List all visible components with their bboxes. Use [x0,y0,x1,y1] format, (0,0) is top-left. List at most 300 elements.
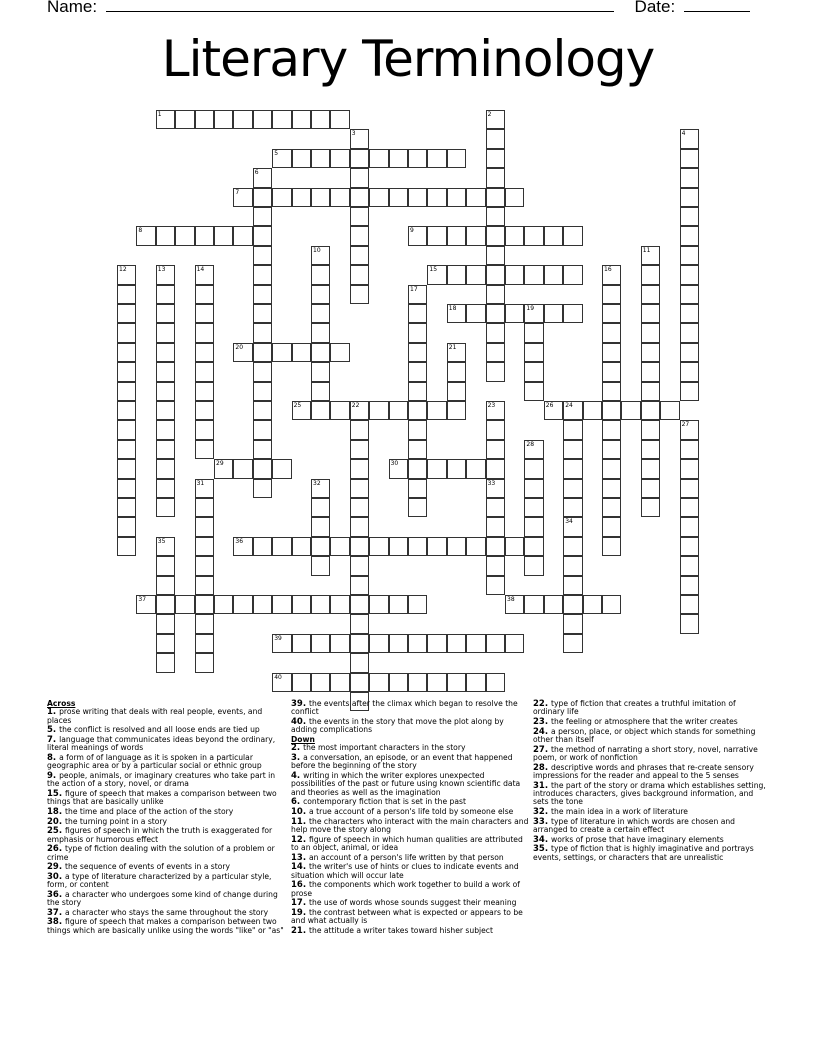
crossword-cell[interactable] [466,265,485,284]
crossword-cell[interactable] [195,265,214,284]
crossword-cell[interactable] [427,401,446,420]
crossword-cell[interactable] [680,323,699,342]
crossword-cell[interactable] [505,304,524,323]
crossword-cell[interactable] [544,401,563,420]
crossword-cell[interactable] [389,537,408,556]
crossword-cell[interactable] [544,304,563,323]
crossword-cell[interactable] [602,285,621,304]
crossword-cell[interactable] [486,304,505,323]
crossword-cell[interactable] [680,265,699,284]
crossword-cell[interactable] [350,207,369,226]
crossword-cell[interactable] [408,440,427,459]
crossword-cell[interactable] [117,362,136,381]
crossword-cell[interactable] [311,498,330,517]
crossword-cell[interactable] [486,188,505,207]
crossword-cell[interactable] [563,226,582,245]
crossword-cell[interactable] [253,343,272,362]
crossword-cell[interactable] [117,285,136,304]
crossword-cell[interactable] [350,188,369,207]
crossword-cell[interactable] [602,537,621,556]
crossword-cell[interactable] [136,595,155,614]
crossword-cell[interactable] [195,556,214,575]
crossword-cell[interactable] [389,149,408,168]
crossword-cell[interactable] [156,537,175,556]
crossword-cell[interactable] [641,401,660,420]
crossword-cell[interactable] [505,226,524,245]
crossword-cell[interactable] [486,285,505,304]
crossword-cell[interactable] [447,382,466,401]
crossword-cell[interactable] [602,265,621,284]
crossword-cell[interactable] [641,323,660,342]
crossword-cell[interactable] [369,401,388,420]
crossword-cell[interactable] [156,285,175,304]
crossword-cell[interactable] [641,440,660,459]
crossword-cell[interactable] [350,265,369,284]
crossword-cell[interactable] [233,343,252,362]
crossword-cell[interactable] [175,595,194,614]
crossword-cell[interactable] [563,634,582,653]
crossword-cell[interactable] [544,595,563,614]
crossword-cell[interactable] [486,129,505,148]
crossword-cell[interactable] [195,401,214,420]
crossword-cell[interactable] [583,401,602,420]
crossword-cell[interactable] [389,188,408,207]
crossword-cell[interactable] [524,479,543,498]
crossword-cell[interactable] [311,673,330,692]
crossword-cell[interactable] [311,634,330,653]
crossword-cell[interactable] [486,420,505,439]
crossword-cell[interactable] [602,323,621,342]
crossword-cell[interactable] [195,343,214,362]
crossword-cell[interactable] [350,479,369,498]
crossword-cell[interactable] [680,188,699,207]
crossword-cell[interactable] [272,634,291,653]
crossword-cell[interactable] [524,304,543,323]
crossword-cell[interactable] [214,110,233,129]
crossword-cell[interactable] [602,440,621,459]
crossword-cell[interactable] [524,440,543,459]
crossword-cell[interactable] [233,595,252,614]
crossword-cell[interactable] [350,653,369,672]
crossword-cell[interactable] [408,595,427,614]
crossword-cell[interactable] [408,673,427,692]
crossword-cell[interactable] [156,420,175,439]
crossword-cell[interactable] [195,382,214,401]
crossword-cell[interactable] [486,207,505,226]
crossword-cell[interactable] [563,401,582,420]
crossword-cell[interactable] [602,343,621,362]
crossword-cell[interactable] [427,537,446,556]
crossword-cell[interactable] [486,479,505,498]
crossword-cell[interactable] [350,440,369,459]
crossword-cell[interactable] [195,537,214,556]
crossword-cell[interactable] [195,498,214,517]
crossword-cell[interactable] [389,401,408,420]
crossword-cell[interactable] [602,479,621,498]
crossword-cell[interactable] [427,265,446,284]
crossword-cell[interactable] [350,168,369,187]
crossword-cell[interactable] [272,459,291,478]
crossword-cell[interactable] [117,420,136,439]
crossword-cell[interactable] [486,498,505,517]
crossword-cell[interactable] [447,362,466,381]
crossword-cell[interactable] [680,517,699,536]
crossword-cell[interactable] [253,304,272,323]
crossword-cell[interactable] [195,517,214,536]
crossword-cell[interactable] [195,110,214,129]
crossword-cell[interactable] [272,595,291,614]
crossword-cell[interactable] [680,304,699,323]
crossword-cell[interactable] [195,634,214,653]
crossword-cell[interactable] [602,304,621,323]
crossword-cell[interactable] [427,226,446,245]
crossword-cell[interactable] [311,556,330,575]
crossword-cell[interactable] [117,304,136,323]
crossword-cell[interactable] [117,517,136,536]
crossword-cell[interactable] [233,188,252,207]
crossword-cell[interactable] [680,479,699,498]
crossword-cell[interactable] [330,634,349,653]
crossword-cell[interactable] [680,459,699,478]
crossword-cell[interactable] [524,343,543,362]
crossword-cell[interactable] [253,479,272,498]
crossword-cell[interactable] [680,285,699,304]
crossword-cell[interactable] [117,265,136,284]
crossword-cell[interactable] [233,459,252,478]
crossword-cell[interactable] [680,498,699,517]
crossword-cell[interactable] [680,246,699,265]
crossword-cell[interactable] [253,226,272,245]
crossword-cell[interactable] [408,537,427,556]
crossword-cell[interactable] [350,556,369,575]
crossword-cell[interactable] [602,420,621,439]
crossword-cell[interactable] [466,459,485,478]
crossword-cell[interactable] [447,188,466,207]
crossword-cell[interactable] [214,595,233,614]
crossword-cell[interactable] [253,110,272,129]
crossword-cell[interactable] [408,304,427,323]
crossword-cell[interactable] [195,653,214,672]
crossword-cell[interactable] [408,323,427,342]
crossword-cell[interactable] [272,188,291,207]
crossword-cell[interactable] [156,304,175,323]
crossword-cell[interactable] [350,673,369,692]
crossword-cell[interactable] [466,188,485,207]
crossword-cell[interactable] [253,401,272,420]
crossword-cell[interactable] [292,673,311,692]
crossword-cell[interactable] [233,226,252,245]
crossword-cell[interactable] [311,323,330,342]
crossword-cell[interactable] [602,459,621,478]
crossword-cell[interactable] [680,382,699,401]
crossword-cell[interactable] [156,401,175,420]
crossword-cell[interactable] [369,149,388,168]
crossword-cell[interactable] [369,188,388,207]
crossword-cell[interactable] [621,401,640,420]
crossword-cell[interactable] [408,362,427,381]
crossword-cell[interactable] [408,479,427,498]
crossword-cell[interactable] [292,149,311,168]
crossword-cell[interactable] [641,498,660,517]
crossword-cell[interactable] [117,498,136,517]
crossword-cell[interactable] [524,498,543,517]
crossword-cell[interactable] [524,226,543,245]
crossword-cell[interactable] [641,285,660,304]
crossword-cell[interactable] [311,343,330,362]
crossword-cell[interactable] [292,188,311,207]
crossword-cell[interactable] [427,673,446,692]
crossword-cell[interactable] [447,265,466,284]
crossword-cell[interactable] [330,401,349,420]
crossword-cell[interactable] [486,440,505,459]
crossword-cell[interactable] [311,401,330,420]
crossword-cell[interactable] [563,304,582,323]
crossword-cell[interactable] [330,595,349,614]
crossword-cell[interactable] [330,188,349,207]
crossword-cell[interactable] [350,246,369,265]
crossword-cell[interactable] [350,459,369,478]
crossword-cell[interactable] [350,595,369,614]
crossword-cell[interactable] [214,226,233,245]
crossword-cell[interactable] [486,673,505,692]
crossword-cell[interactable] [524,537,543,556]
crossword-cell[interactable] [175,226,194,245]
crossword-cell[interactable] [350,614,369,633]
crossword-cell[interactable] [505,595,524,614]
crossword-cell[interactable] [408,634,427,653]
crossword-cell[interactable] [447,343,466,362]
crossword-cell[interactable] [486,401,505,420]
crossword-cell[interactable] [253,362,272,381]
crossword-cell[interactable] [680,149,699,168]
crossword-cell[interactable] [563,517,582,536]
crossword-cell[interactable] [563,265,582,284]
crossword-cell[interactable] [311,149,330,168]
crossword-cell[interactable] [330,343,349,362]
crossword-cell[interactable] [486,556,505,575]
crossword-cell[interactable] [466,634,485,653]
crossword-cell[interactable] [680,168,699,187]
crossword-cell[interactable] [408,420,427,439]
crossword-cell[interactable] [272,537,291,556]
crossword-cell[interactable] [602,595,621,614]
crossword-cell[interactable] [253,265,272,284]
crossword-cell[interactable] [292,110,311,129]
crossword-cell[interactable] [369,595,388,614]
crossword-cell[interactable] [253,382,272,401]
crossword-cell[interactable] [350,129,369,148]
crossword-cell[interactable] [641,459,660,478]
crossword-cell[interactable] [544,265,563,284]
crossword-cell[interactable] [311,479,330,498]
crossword-cell[interactable] [641,382,660,401]
crossword-cell[interactable] [563,556,582,575]
crossword-cell[interactable] [156,382,175,401]
crossword-cell[interactable] [272,149,291,168]
crossword-cell[interactable] [486,459,505,478]
crossword-cell[interactable] [641,420,660,439]
crossword-cell[interactable] [350,149,369,168]
crossword-cell[interactable] [253,207,272,226]
crossword-cell[interactable] [408,459,427,478]
crossword-cell[interactable] [156,265,175,284]
crossword-cell[interactable] [641,362,660,381]
crossword-cell[interactable] [350,634,369,653]
crossword-cell[interactable] [117,459,136,478]
crossword-cell[interactable] [272,343,291,362]
crossword-cell[interactable] [486,517,505,536]
crossword-cell[interactable] [447,304,466,323]
crossword-cell[interactable] [505,634,524,653]
crossword-cell[interactable] [330,537,349,556]
crossword-cell[interactable] [330,149,349,168]
crossword-cell[interactable] [253,440,272,459]
crossword-cell[interactable] [350,401,369,420]
crossword-cell[interactable] [680,362,699,381]
crossword-cell[interactable] [486,362,505,381]
crossword-cell[interactable] [311,382,330,401]
crossword-cell[interactable] [524,362,543,381]
crossword-cell[interactable] [330,673,349,692]
crossword-cell[interactable] [447,537,466,556]
crossword-cell[interactable] [408,498,427,517]
crossword-cell[interactable] [156,323,175,342]
crossword-cell[interactable] [156,634,175,653]
crossword-cell[interactable] [311,188,330,207]
crossword-cell[interactable] [272,673,291,692]
crossword-cell[interactable] [253,285,272,304]
crossword-cell[interactable] [680,614,699,633]
crossword-cell[interactable] [524,556,543,575]
crossword-cell[interactable] [602,517,621,536]
crossword-cell[interactable] [156,110,175,129]
crossword-cell[interactable] [292,595,311,614]
crossword-cell[interactable] [389,634,408,653]
crossword-cell[interactable] [680,537,699,556]
crossword-cell[interactable] [253,246,272,265]
crossword-cell[interactable] [253,459,272,478]
crossword-cell[interactable] [466,537,485,556]
crossword-cell[interactable] [486,168,505,187]
crossword-cell[interactable] [505,537,524,556]
crossword-cell[interactable] [486,576,505,595]
crossword-cell[interactable] [117,382,136,401]
crossword-cell[interactable] [350,517,369,536]
crossword-cell[interactable] [311,362,330,381]
crossword-cell[interactable] [524,595,543,614]
crossword-cell[interactable] [563,576,582,595]
crossword-cell[interactable] [195,226,214,245]
crossword-cell[interactable] [602,362,621,381]
crossword-cell[interactable] [524,323,543,342]
crossword-cell[interactable] [466,673,485,692]
crossword-cell[interactable] [156,576,175,595]
crossword-cell[interactable] [195,362,214,381]
crossword-cell[interactable] [136,226,155,245]
crossword-cell[interactable] [195,479,214,498]
crossword-cell[interactable] [505,265,524,284]
crossword-cell[interactable] [253,595,272,614]
crossword-cell[interactable] [292,401,311,420]
crossword-cell[interactable] [583,595,602,614]
crossword-cell[interactable] [563,459,582,478]
crossword-cell[interactable] [195,440,214,459]
crossword-cell[interactable] [253,323,272,342]
crossword-cell[interactable] [350,537,369,556]
crossword-cell[interactable] [350,576,369,595]
crossword-cell[interactable] [447,226,466,245]
crossword-cell[interactable] [156,479,175,498]
crossword-cell[interactable] [350,498,369,517]
crossword-cell[interactable] [156,343,175,362]
crossword-cell[interactable] [680,576,699,595]
crossword-cell[interactable] [680,129,699,148]
crossword-cell[interactable] [680,595,699,614]
crossword-cell[interactable] [524,459,543,478]
crossword-cell[interactable] [117,479,136,498]
crossword-cell[interactable] [117,323,136,342]
crossword-cell[interactable] [486,634,505,653]
crossword-cell[interactable] [447,149,466,168]
crossword-cell[interactable] [447,459,466,478]
crossword-cell[interactable] [253,188,272,207]
crossword-cell[interactable] [350,226,369,245]
crossword-cell[interactable] [311,517,330,536]
crossword-cell[interactable] [311,304,330,323]
crossword-cell[interactable] [389,459,408,478]
crossword-cell[interactable] [311,595,330,614]
crossword-cell[interactable] [447,401,466,420]
crossword-cell[interactable] [524,265,543,284]
crossword-cell[interactable] [369,673,388,692]
crossword-cell[interactable] [117,537,136,556]
crossword-cell[interactable] [253,168,272,187]
crossword-cell[interactable] [195,323,214,342]
crossword-cell[interactable] [680,556,699,575]
crossword-cell[interactable] [253,537,272,556]
crossword-cell[interactable] [408,149,427,168]
crossword-cell[interactable] [680,420,699,439]
crossword-cell[interactable] [311,285,330,304]
crossword-cell[interactable] [408,285,427,304]
crossword-cell[interactable] [195,285,214,304]
crossword-cell[interactable] [486,149,505,168]
crossword-cell[interactable] [311,537,330,556]
crossword-cell[interactable] [447,634,466,653]
crossword-cell[interactable] [486,265,505,284]
crossword-cell[interactable] [156,498,175,517]
crossword-cell[interactable] [641,265,660,284]
crossword-cell[interactable] [486,110,505,129]
crossword-cell[interactable] [641,246,660,265]
crossword-cell[interactable] [505,188,524,207]
crossword-cell[interactable] [175,110,194,129]
crossword-cell[interactable] [292,537,311,556]
crossword-cell[interactable] [602,382,621,401]
crossword-cell[interactable] [680,226,699,245]
crossword-cell[interactable] [408,382,427,401]
crossword-cell[interactable] [563,595,582,614]
crossword-cell[interactable] [641,343,660,362]
crossword-cell[interactable] [233,110,252,129]
crossword-cell[interactable] [427,149,446,168]
crossword-cell[interactable] [292,634,311,653]
crossword-cell[interactable] [253,420,272,439]
crossword-cell[interactable] [195,595,214,614]
crossword-cell[interactable] [660,401,679,420]
crossword-cell[interactable] [602,498,621,517]
crossword-cell[interactable] [156,459,175,478]
